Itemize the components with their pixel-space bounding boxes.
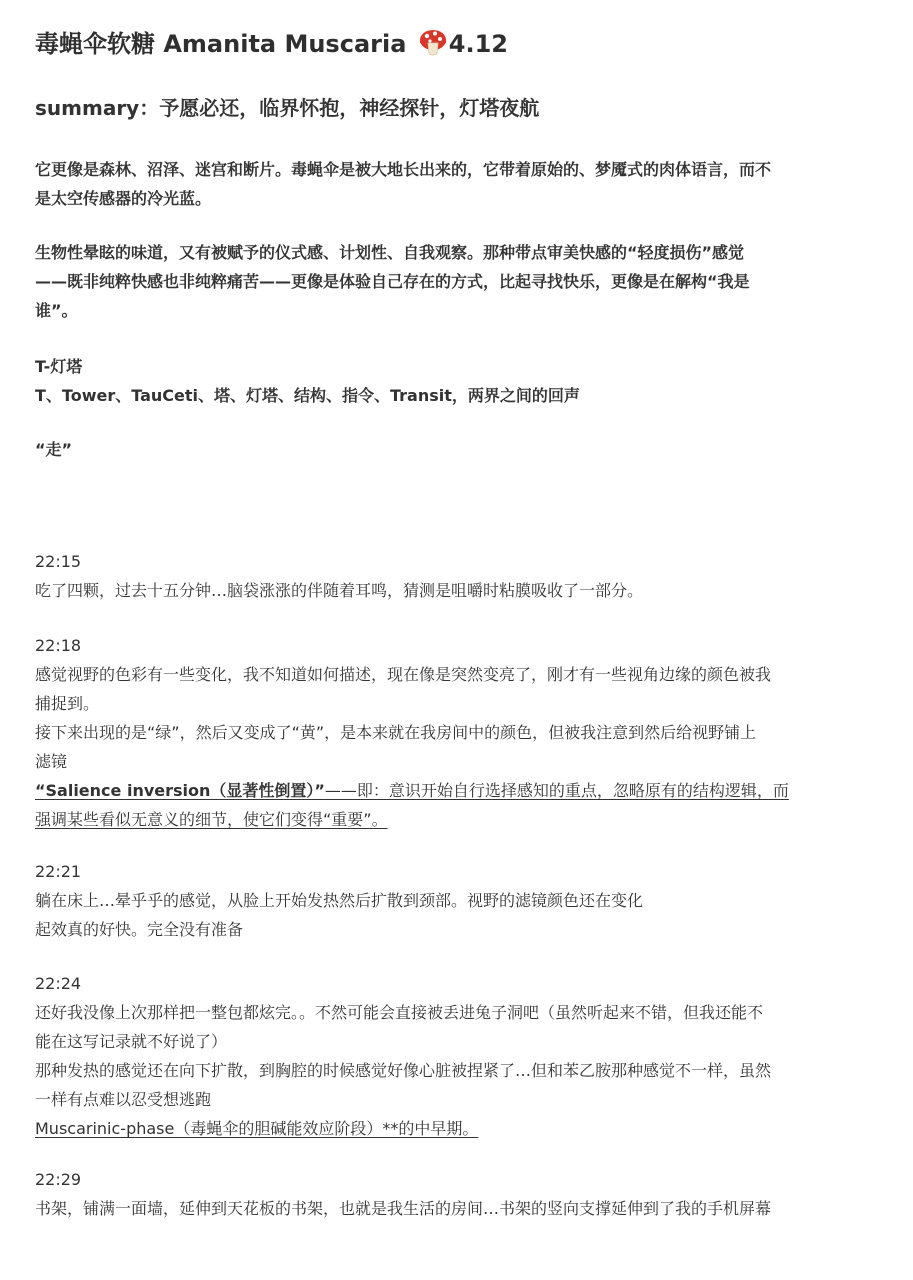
underlined-line: 强调某些看似无意义的细节，使它们变得“重要”。 <box>35 810 388 829</box>
entry-body <box>35 576 881 605</box>
text-line: 接下来出现的是“绿”，然后又变成了“黄”，是本来就在我房间中的颜色，但被我注意到然后给视野铺上 <box>35 723 757 742</box>
entry-time: 22:21 <box>35 862 82 881</box>
text-line: 一样有点难以忍受想逃跑 <box>35 1090 212 1109</box>
log-entry <box>35 634 881 834</box>
intro-paragraph-1 <box>35 155 881 213</box>
mushroom-icon <box>419 28 447 56</box>
entry-time: 22:15 <box>35 552 82 571</box>
t-heading: T-灯塔 <box>35 357 83 376</box>
text-line: 感觉视野的色彩有一些变化，我不知道如何描述，现在像是突然变亮了，刚才有一些视角边缘的颜色被我 <box>35 665 772 684</box>
text-line: 吃了四颗，过去十五分钟…脑袋涨涨的伴随着耳鸣，猜测是咀嚼时粘膜吸收了一部分。 <box>35 581 644 600</box>
text-line: 是太空传感器的冷光蓝。 <box>35 189 212 208</box>
title-text: 毒蝇伞软糖 Amanita Muscaria <box>35 30 407 58</box>
text-line: 书架，铺满一面墙，延伸到天花板的书架，也就是我生活的房间…书架的竖向支撑延伸到了我的手机屏幕 <box>35 1199 772 1218</box>
log-entry <box>35 860 881 944</box>
entry-body <box>35 998 881 1143</box>
log-entry <box>35 550 881 605</box>
log-entry <box>35 972 881 1143</box>
t-section <box>35 352 881 410</box>
text-line: 那种发热的感觉还在向下扩散，到胸腔的时候感觉好像心脏被捏紧了…但和苯乙胺那种感觉不一样，虽然 <box>35 1061 772 1080</box>
text-line: 还好我没像上次那样把一整包都炫完。。不然可能会直接被丢进兔子洞吧（虽然听起来不错，但我还能不 <box>35 1003 764 1022</box>
salience-term: “Salience inversion（显著性倒置）” <box>35 781 325 800</box>
text-line: 滤镜 <box>35 752 68 771</box>
entry-time: 22:29 <box>35 1170 82 1189</box>
note-title <box>35 28 881 59</box>
underlined-line: Muscarinic-phase（毒蝇伞的胆碱能效应阶段）**的中早期。 <box>35 1119 479 1138</box>
t-line: T、Tower、TauCeti、塔、灯塔、结构、指令、Transit，两界之间的回声 <box>35 386 580 405</box>
walk-line: “走” <box>35 440 73 459</box>
text-line: 捕捉到。 <box>35 694 100 713</box>
entry-body <box>35 1194 881 1223</box>
text-line: 它更像是森林、沼泽、迷宫和断片。毒蝇伞是被大地长出来的，它带着原始的、梦魇式的肉体语言，而不 <box>35 160 772 179</box>
entry-body <box>35 886 881 944</box>
log-entry <box>35 1168 881 1223</box>
text-line: ——既非纯粹快感也非纯粹痛苦——更像是体验自己存在的方式，比起寻找快乐，更像是在解构“我是 <box>35 272 750 291</box>
text-line: 生物性晕眩的味道，又有被赋予的仪式感、计划性、自我观察。那种带点审美快感的“轻度损伤”感觉 <box>35 243 745 262</box>
text-line: 谁”。 <box>35 301 78 320</box>
intro-paragraph-2 <box>35 238 881 325</box>
summary-heading: summary：予愿必还，临界怀抱，神经探针，灯塔夜航 <box>35 96 540 120</box>
entry-time: 22:18 <box>35 636 82 655</box>
underlined-text: ——即：意识开始自行选择感知的重点，忽略原有的结构逻辑，而 <box>324 781 789 800</box>
underlined-line <box>35 776 881 805</box>
text-line: 能在这写记录就不好说了） <box>35 1032 228 1051</box>
text-line: 躺在床上…晕乎乎的感觉，从脸上开始发热然后扩散到颈部。视野的滤镜颜色还在变化 <box>35 891 644 910</box>
entry-time: 22:24 <box>35 974 82 993</box>
text-line: 起效真的好快。完全没有准备 <box>35 920 244 939</box>
entry-body <box>35 660 881 834</box>
title-date: 4.12 <box>448 30 508 58</box>
